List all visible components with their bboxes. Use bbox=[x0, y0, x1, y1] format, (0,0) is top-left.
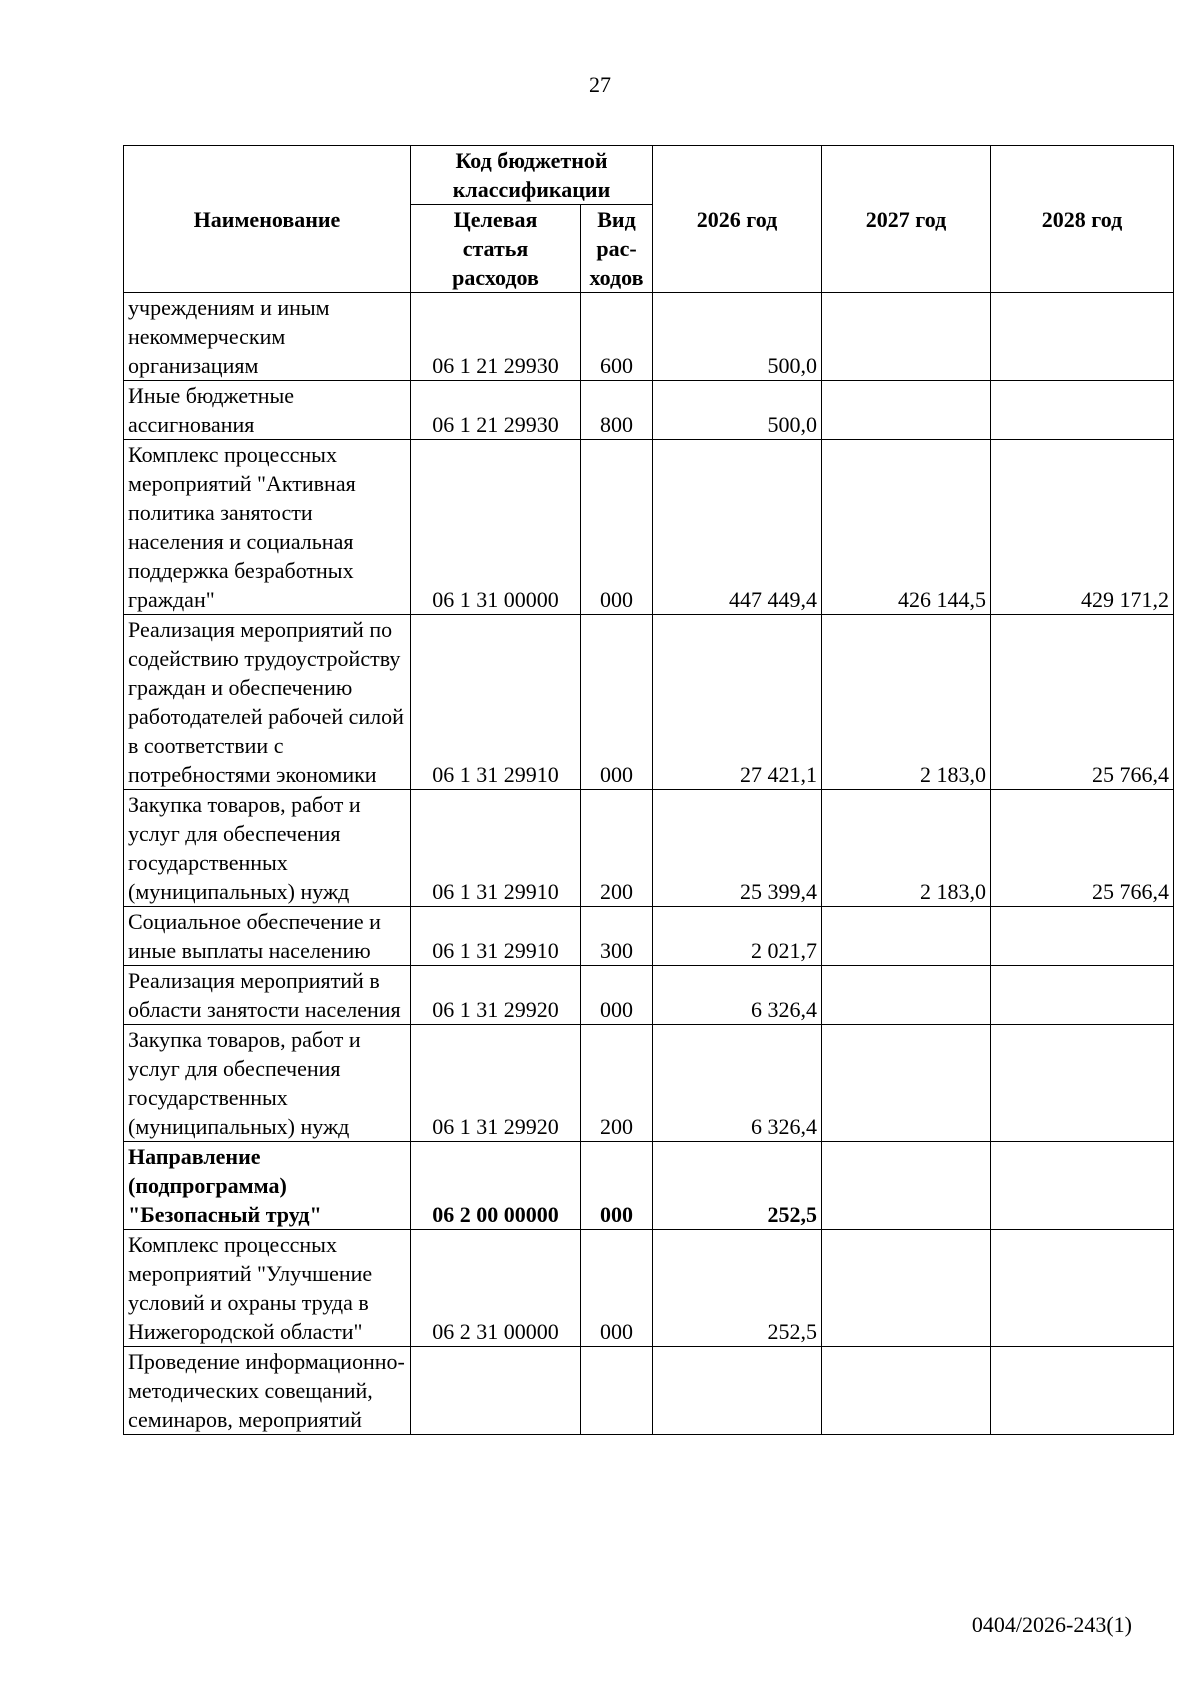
cell-2026: 25 399,4 bbox=[653, 790, 822, 907]
cell-2027 bbox=[822, 1347, 991, 1435]
cell-2028 bbox=[991, 1025, 1174, 1142]
table-row bbox=[124, 907, 1174, 966]
cell-expense-kind: 600 bbox=[581, 293, 653, 381]
cell-2028 bbox=[991, 1142, 1174, 1230]
table-row bbox=[124, 1347, 1174, 1435]
table-row bbox=[124, 293, 1174, 381]
cell-target-code: 06 2 00 00000 bbox=[411, 1142, 581, 1230]
cell-target-code: 06 1 21 29930 bbox=[411, 293, 581, 381]
cell-target-code bbox=[411, 1347, 581, 1435]
cell-name: Направление (подпрограмма) "Безопасный труд" bbox=[124, 1142, 411, 1230]
table-row bbox=[124, 1230, 1174, 1347]
cell-expense-kind: 200 bbox=[581, 1025, 653, 1142]
cell-2027 bbox=[822, 1025, 991, 1142]
cell-2026: 447 449,4 bbox=[653, 440, 822, 615]
table-row bbox=[124, 381, 1174, 440]
cell-target-code: 06 2 31 00000 bbox=[411, 1230, 581, 1347]
cell-2028: 25 766,4 bbox=[991, 790, 1174, 907]
cell-expense-kind: 800 bbox=[581, 381, 653, 440]
cell-2027: 2 183,0 bbox=[822, 790, 991, 907]
cell-2028 bbox=[991, 381, 1174, 440]
cell-target-code: 06 1 31 00000 bbox=[411, 440, 581, 615]
cell-expense-kind: 000 bbox=[581, 1142, 653, 1230]
cell-expense-kind: 000 bbox=[581, 1230, 653, 1347]
table-row bbox=[124, 1142, 1174, 1230]
cell-expense-kind: 200 bbox=[581, 790, 653, 907]
table-header bbox=[124, 146, 1174, 293]
header-target: Целевая статья расходов bbox=[411, 205, 581, 293]
header-2027: 2027 год bbox=[822, 146, 991, 293]
table-row bbox=[124, 440, 1174, 615]
header-2028: 2028 год bbox=[991, 146, 1174, 293]
cell-2026: 6 326,4 bbox=[653, 1025, 822, 1142]
cell-name: учреждениям и иным некоммерческим организациям bbox=[124, 293, 411, 381]
header-kind: Вид рас-ходов bbox=[581, 205, 653, 293]
cell-name: Комплекс процессных мероприятий "Улучшение условий и охраны труда в Нижегородской области" bbox=[124, 1230, 411, 1347]
cell-name: Социальное обеспечение и иные выплаты населению bbox=[124, 907, 411, 966]
cell-name: Реализация мероприятий в области занятости населения bbox=[124, 966, 411, 1025]
table-row bbox=[124, 966, 1174, 1025]
cell-name: Проведение информационно-методических совещаний, семинаров, мероприятий bbox=[124, 1347, 411, 1435]
cell-target-code: 06 1 31 29910 bbox=[411, 907, 581, 966]
cell-expense-kind: 000 bbox=[581, 440, 653, 615]
table-row bbox=[124, 790, 1174, 907]
cell-target-code: 06 1 31 29910 bbox=[411, 615, 581, 790]
cell-2026: 27 421,1 bbox=[653, 615, 822, 790]
cell-2027 bbox=[822, 293, 991, 381]
cell-target-code: 06 1 31 29910 bbox=[411, 790, 581, 907]
cell-name: Закупка товаров, работ и услуг для обеспечения государственных (муниципальных) нужд bbox=[124, 1025, 411, 1142]
header-2026: 2026 год bbox=[653, 146, 822, 293]
cell-2028: 429 171,2 bbox=[991, 440, 1174, 615]
cell-target-code: 06 1 21 29930 bbox=[411, 381, 581, 440]
cell-2026: 6 326,4 bbox=[653, 966, 822, 1025]
document-code: 0404/2026-243(1) bbox=[971, 1612, 1132, 1637]
cell-expense-kind: 300 bbox=[581, 907, 653, 966]
cell-2026: 500,0 bbox=[653, 381, 822, 440]
cell-name: Комплекс процессных мероприятий "Активная политика занятости населения и социальная поддержка безработных граждан" bbox=[124, 440, 411, 615]
cell-expense-kind: 000 bbox=[581, 615, 653, 790]
cell-expense-kind: 000 bbox=[581, 966, 653, 1025]
cell-2027 bbox=[822, 1142, 991, 1230]
cell-2026 bbox=[653, 1347, 822, 1435]
cell-2028: 25 766,4 bbox=[991, 615, 1174, 790]
cell-2027 bbox=[822, 907, 991, 966]
cell-2028 bbox=[991, 966, 1174, 1025]
cell-name: Реализация мероприятий по содействию трудоустройству граждан и обеспечению работодателей рабочей силой в соответствии с потребностями экономики bbox=[124, 615, 411, 790]
page-number: 27 bbox=[589, 72, 611, 97]
cell-2027 bbox=[822, 966, 991, 1025]
table-body bbox=[124, 293, 1174, 1435]
cell-2028 bbox=[991, 293, 1174, 381]
cell-2026: 500,0 bbox=[653, 293, 822, 381]
cell-2028 bbox=[991, 1347, 1174, 1435]
cell-2028 bbox=[991, 907, 1174, 966]
header-kbk: Код бюджетной классификации bbox=[411, 146, 653, 205]
cell-2027: 426 144,5 bbox=[822, 440, 991, 615]
cell-2026: 2 021,7 bbox=[653, 907, 822, 966]
cell-2027 bbox=[822, 381, 991, 440]
cell-2026: 252,5 bbox=[653, 1230, 822, 1347]
table-row bbox=[124, 1025, 1174, 1142]
cell-expense-kind bbox=[581, 1347, 653, 1435]
cell-2027 bbox=[822, 1230, 991, 1347]
budget-table bbox=[123, 145, 1174, 1435]
cell-2026: 252,5 bbox=[653, 1142, 822, 1230]
cell-2028 bbox=[991, 1230, 1174, 1347]
cell-target-code: 06 1 31 29920 bbox=[411, 1025, 581, 1142]
cell-2027: 2 183,0 bbox=[822, 615, 991, 790]
table-row bbox=[124, 615, 1174, 790]
cell-name: Закупка товаров, работ и услуг для обеспечения государственных (муниципальных) нужд bbox=[124, 790, 411, 907]
header-name: Наименование bbox=[124, 146, 411, 293]
cell-target-code: 06 1 31 29920 bbox=[411, 966, 581, 1025]
cell-name: Иные бюджетные ассигнования bbox=[124, 381, 411, 440]
